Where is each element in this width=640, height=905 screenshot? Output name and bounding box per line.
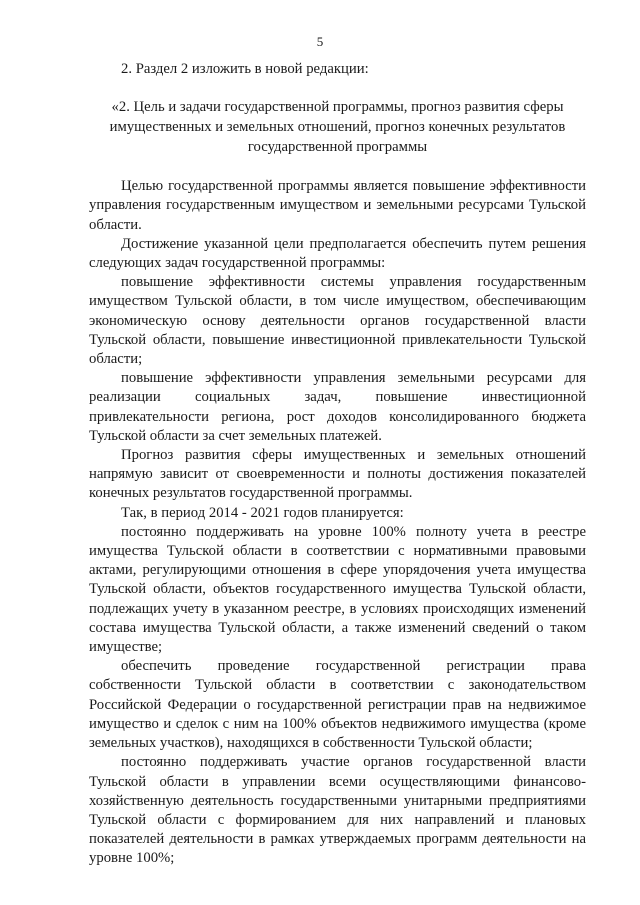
section-title: «2. Цель и задачи государственной программы, прогноз развития сферы имущественных и земельных отношений, прогноз конечных результатов государственной программы: [109, 99, 566, 156]
paragraph-tasks-intro: Достижение указанной цели предполагается обеспечить путем решения следующих задач государственной программы:: [89, 235, 586, 272]
paragraph-forecast: Прогноз развития сферы имущественных и земельных отношений напрямую зависит от своевременности и полноты достижения показателей конечных результатов государственной программы.: [89, 447, 586, 502]
section-intro: 2. Раздел 2 изложить в новой редакции:: [121, 61, 369, 77]
body-text: [89, 177, 586, 868]
paragraph-plan-enterprises: постоянно поддерживать участие органов государственной власти Тульской области в управлении всеми осуществляющими финансово-хозяйственную деятельность государственными унитарными предприятиями Тульской области с формированием для них направлений и плановых показателей деятельности в рамках утверждаемых программ деятельности на уровне 100%;: [89, 754, 586, 867]
paragraph-task-property: повышение эффективности системы управления государственным имуществом Тульской области, в том числе имуществом, обеспечивающим экономическую основу деятельности органов государственной власти Тульской области, повышение инвестиционной привлекательности Тульской области;: [89, 274, 586, 368]
paragraph-goal: Целью государственной программы является повышение эффективности управления государственным имуществом и земельными ресурсами Тульской области.: [89, 178, 586, 233]
document-content: [89, 60, 586, 869]
page-number: 5: [316, 34, 324, 49]
paragraph-plan-registry: постоянно поддерживать на уровне 100% полноту учета в реестре имущества Тульской области в соответствии с нормативными правовыми актами, регулирующими отношения в сфере упорядочения учета имущества Тульской области, объектов государственного имущества Тульской области, подлежащих учету в указанном реестре, в условиях происходящих изменений состава имущества Тульской области, а также изменений сведений о таком имуществе;: [89, 523, 586, 656]
paragraph-task-land: повышение эффективности управления земельными ресурсами для реализации социальных задач, повышение инвестиционной привлекательности региона, рост доходов консолидированного бюджета Тульской области за счет земельных платежей.: [89, 370, 586, 444]
paragraph-plan-registration: обеспечить проведение государственной регистрации права собственности Тульской области в соответствии с законодательством Российской Федерации о государственной регистрации прав на недвижимое имущество и сделок с ним на 100% объектов недвижимого имущества (кроме земельных участков), находящихся в собственности Тульской области;: [89, 658, 586, 752]
paragraph-plan-intro: Так, в период 2014 - 2021 годов планируется:: [121, 504, 404, 521]
